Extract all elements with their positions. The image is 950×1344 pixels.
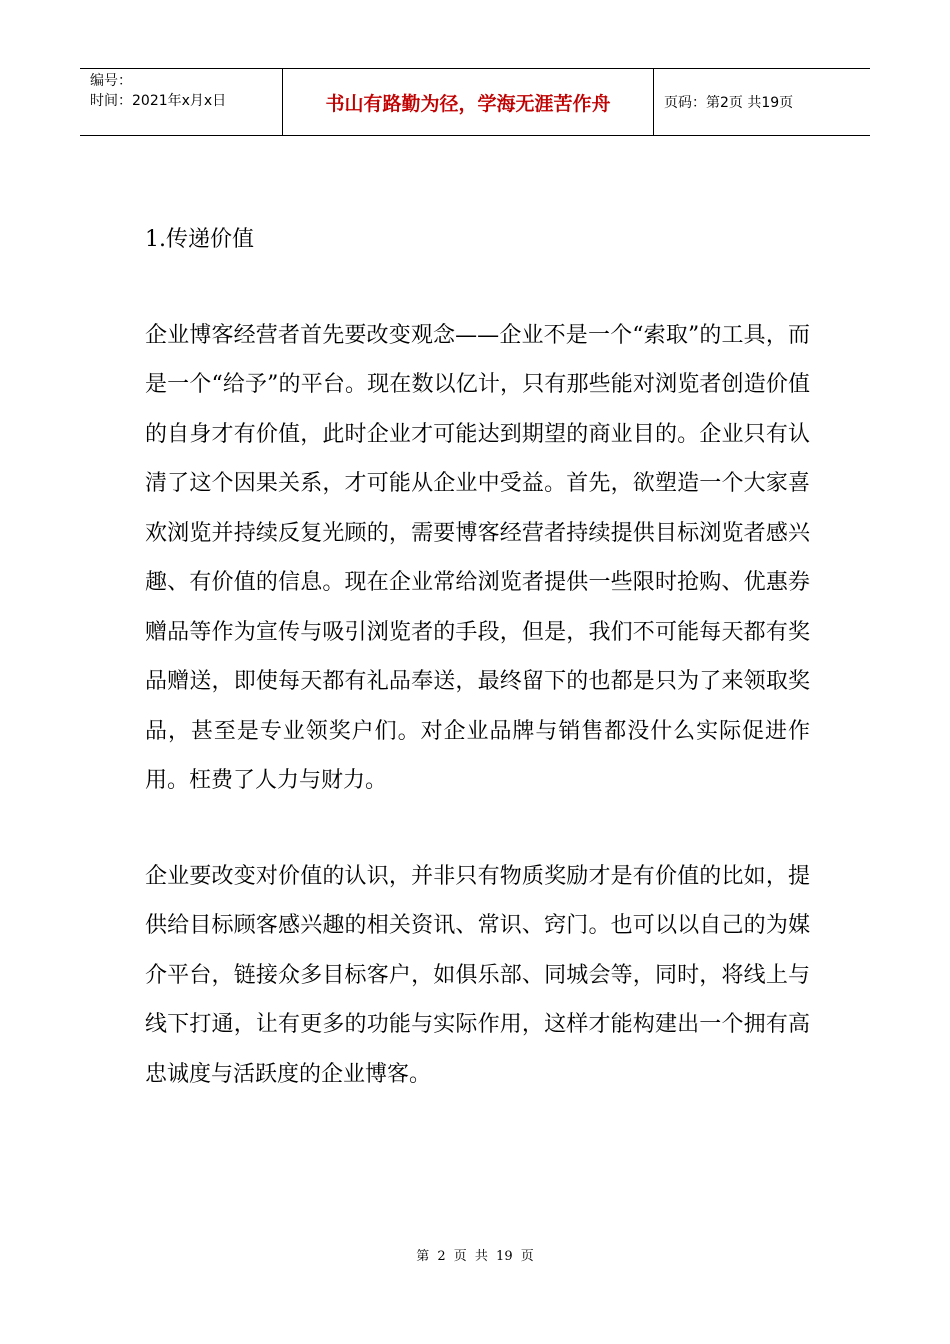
document-header [80, 68, 870, 136]
body-paragraph: 企业要改变对价值的认识，并非只有物质奖励才是有价值的比如，提供给目标顾客感兴趣的相关资讯、常识、窍门。也可以以自己的为媒介平台，链接众多目标客户，如俱乐部、同城会等，同时，将线上与线下打通，让有更多的功能与实际作用，这样才能构建出一个拥有高忠诚度与活跃度的企业博客。 [145, 863, 810, 1087]
page-footer: 第 2 页 共 19 页 [416, 1249, 534, 1264]
document-time-label: 时间：2021年x月x日 [90, 93, 227, 109]
header-page-info: 页码：第2页 共19页 [664, 95, 794, 111]
section-title: 1.传递价值 [145, 227, 254, 252]
body-paragraph: 企业博客经营者首先要改变观念——企业不是一个“索取”的工具，而是一个“给予”的平台。现在数以亿计，只有那些能对浏览者创造价值的自身才有价值，此时企业才可能达到期望的商业目的。企业只有认清了这个因果关系，才可能从企业中受益。首先，欲塑造一个大家喜欢浏览并持续反复光顾的，需要博客经营者持续提供目标浏览者感兴趣、有价值的信息。现在企业常给浏览者提供一些限时抢购、优惠券赠品等作为宣传与吸引浏览者的手段，但是，我们不可能每天都有奖品赠送，即使每天都有礼品奉送，最终留下的也都是只为了来领取奖品，甚至是专业领奖户们。对企业品牌与销售都没什么实际促进作用。枉费了人力与财力。 [145, 322, 810, 793]
document-body [145, 215, 810, 1099]
document-number-label: 编号： [90, 73, 132, 89]
header-meta [80, 69, 283, 135]
header-motto: 书山有路勤为径，学海无涯苦作舟 [283, 69, 654, 135]
